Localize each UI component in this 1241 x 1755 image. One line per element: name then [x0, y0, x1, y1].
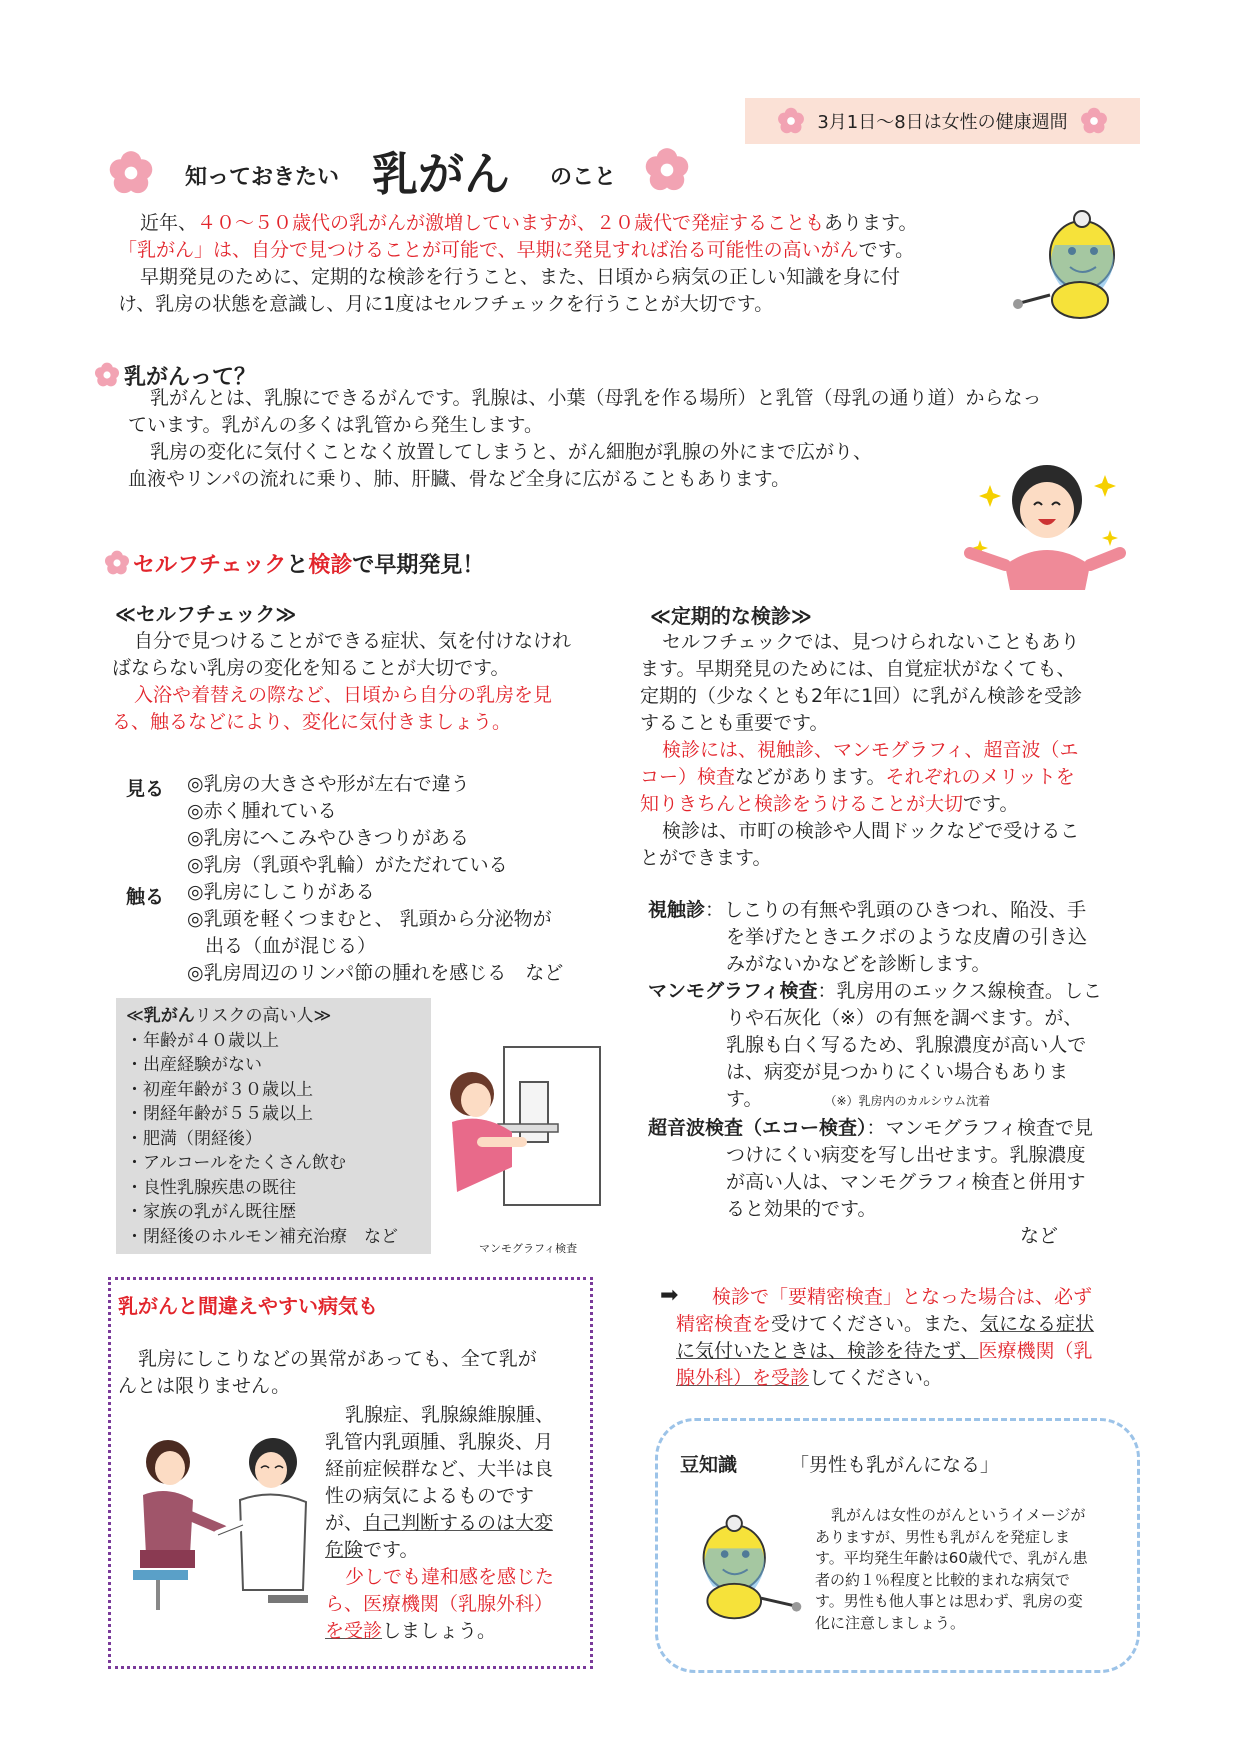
list-item: ◎赤く腫れている	[187, 800, 337, 822]
similar-diseases-heading: 乳がんと間違えやすい病気も	[118, 1294, 378, 1318]
selfcheck-heading: ≪セルフチェック≫	[115, 602, 297, 626]
symptom-list	[187, 771, 627, 987]
arrow-icon: ➡	[660, 1283, 679, 1308]
mammography-caption: マンモグラフィ検査	[479, 1242, 578, 1255]
happy-woman-illustration	[960, 455, 1130, 590]
mascot-doctor-illustration	[672, 1510, 807, 1625]
list-item: ・閉経後のホルモン補充治療 など	[126, 1226, 398, 1247]
mascot-doctor-illustration	[1010, 205, 1145, 325]
what-text: 乳がんとは、乳腺にできるがんです。乳腺は、小葉（母乳を作る場所）と乳管（母乳の通り道）からなっ ています。乳がんの多くは乳管から発生します。 乳房の変化に気付くことなく放置してしまうと、がん細胞が乳腺の外にまで広がり、 血液やリンパの流れに乗り、肺、肝臓、骨など全身に広がることもあります。	[128, 387, 1042, 490]
list-item: ◎乳房にへこみやひきつりがある	[187, 827, 469, 849]
list-item: ◎乳房の大きさや形が左右で違う	[187, 773, 470, 795]
intro-text: 近年、４０〜５０歳代の乳がんが激増していますが、２０歳代で発症することもあります。 「乳がん」は、自分で見つけることが可能で、早期に発見すれば治る可能性の高いがんです。 早期発見のために、定期的な検診を行うこと、また、日頃から病気の正しい知識を身に付 け、乳房の状態を意識し、月に1度はセルフチェックを行うことが大切です。	[118, 212, 918, 315]
list-item: ・肥満（閉経後）	[126, 1128, 262, 1149]
see-label: 見る	[126, 778, 165, 800]
health-week-banner	[745, 98, 1140, 144]
checkup-heading: ≪定期的な検診≫	[650, 604, 812, 628]
flower-icon	[644, 147, 690, 193]
banner-text: 3月1日〜8日は女性の健康週間	[817, 112, 1068, 133]
trivia-title: 「男性も乳がんになる」	[790, 1454, 1000, 1476]
list-item: ・良性乳腺疾患の既往	[126, 1177, 296, 1198]
list-item: ・家族の乳がん既往歴	[126, 1202, 296, 1222]
section-heading-early: セルフチェックと検診で早期発見！	[133, 553, 485, 578]
list-item: ・出産経験がない	[126, 1055, 262, 1075]
risk-box: ≪乳がんリスクの高い人≫ ・年齢が４０歳以上 ・出産経験がない ・初産年齢が３０歳以上 ・閉経年齢が５５歳以上 ・肥満（閉経後） ・アルコールをたくさん飲む ・良性乳腺疾患の既往 ・家族の乳がん既往歴 ・閉経後のホルモン補充治療 など	[116, 998, 431, 1254]
similar-diseases-text: 乳腺症、乳腺線維腺腫、 乳管内乳頭腫、乳腺炎、月 経前症候群など、大半は良 性の病気によるものです が、自己判断するのは大変 危険です。 少しでも違和感を感じた ら、医療機関（乳腺外科） を受診しましょう。	[325, 1404, 555, 1642]
list-item: ・年齢が４０歳以上	[126, 1030, 279, 1051]
trivia-label: 豆知識	[680, 1454, 738, 1476]
section-heading-what: 乳がんって？	[124, 365, 257, 390]
title-suffix: のこと	[550, 165, 617, 190]
flower-icon	[104, 550, 130, 576]
list-item: ◎乳頭を軽くつまむと、 乳頭から分泌物が	[187, 908, 552, 930]
methods-text: 視触診：しこりの有無や乳頭のひきつれ、陥没、手 を挙げたときエクボのような皮膚の引き込 みがないかなどを診断します。 マンモグラフィ検査：乳房用のエックス線検査。しこ りや石灰化（※）の有無を調べます。が、 乳腺も白く写るため、乳腺濃度が高い人で は、病変が見つかりにくい場合もありま す。 （※）乳房内のカルシウム沈着 超音波検査（エコー検査）：マンモグラフィ検査で見 つけにくい病変を写し出せます。乳腺濃度 が高い人は、マンモグラフィ検査と併用す ると効果的です。 など	[648, 899, 1102, 1247]
flower-icon	[1080, 107, 1108, 135]
mammography-illustration	[442, 1042, 612, 1212]
detailed-exam-text: 検診で「要精密検査」となった場合は、必ず 精密検査を受けてください。また、気になる症状 に気付いたときは、検診を待たず、医療機関（乳 腺外科）を受診してください。	[676, 1286, 1095, 1389]
trivia-text: 乳がんは女性のがんというイメージが ありますが、男性も乳がんを発症しま す。平均発生年齢は60歳代で、乳がん患 者の約１％程度と比較的まれな病気で す。男性も他人事とは思わず、乳房の変 化に注意しましょう。	[815, 1506, 1088, 1632]
flower-icon	[108, 150, 154, 196]
list-item: ◎乳房（乳頭や乳輪）がただれている	[187, 854, 508, 876]
checkup-text: セルフチェックでは、見つけられないこともあり ます。早期発見のためには、自覚症状がなくても、 定期的（少なくとも2年に1回）に乳がん検診を受診 することも重要です。 検診には、視触診、マンモグラフィ、超音波（エ コー）検査などがあります。それぞれのメリットを 知りきちんと検診をうけることが大切です。 検診は、市町の検診や人間ドックなどで受けるこ とができます。	[640, 631, 1083, 869]
list-item: ◎乳房周辺のリンパ節の腫れを感じる など	[187, 962, 564, 984]
flower-icon	[777, 107, 805, 135]
doctor-patient-illustration	[128, 1430, 323, 1615]
list-item: 出る（血が混じる）	[205, 935, 377, 957]
selfcheck-text: 自分で見つけることができる症状、気を付けなけれ ばならない乳房の変化を知ることが大切です。 入浴や着替えの際など、日頃から自分の乳房を見 る、触るなどにより、変化に気付きましょう。	[112, 630, 572, 733]
flower-icon	[94, 362, 120, 388]
list-item: ・アルコールをたくさん飲む	[126, 1153, 346, 1173]
list-item: ◎乳房にしこりがある	[187, 881, 375, 903]
list-item: ・初産年齢が３０歳以上	[126, 1079, 313, 1100]
list-item: ・閉経年齢が５５歳以上	[126, 1104, 313, 1124]
similar-diseases-intro: 乳房にしこりなどの異常があっても、全て乳が んとは限りません。	[118, 1348, 537, 1397]
page-title: 乳がん	[372, 147, 510, 201]
touch-label: 触る	[126, 886, 165, 908]
title-prefix: 知っておきたい	[185, 165, 340, 190]
